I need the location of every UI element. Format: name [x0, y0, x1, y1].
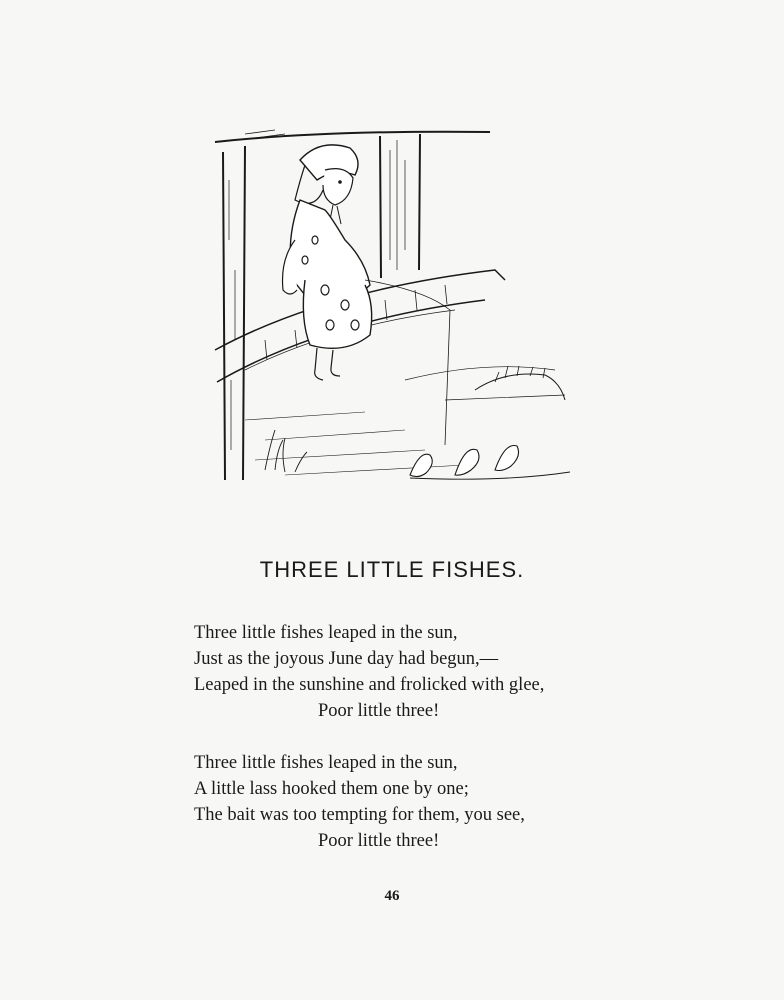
- poem-line: The bait was too tempting for them, you see,: [194, 805, 525, 825]
- stanza-1: [194, 620, 634, 724]
- poem-line: Leaped in the sunshine and frolicked with glee,: [194, 675, 545, 695]
- poem-line: Three little fishes leaped in the sun,: [194, 753, 458, 773]
- poem-refrain: Poor little three!: [318, 701, 440, 721]
- poem-refrain: Poor little three!: [318, 831, 440, 851]
- page-number: 46: [384, 888, 400, 904]
- poem-line: A little lass hooked them one by one;: [194, 779, 469, 799]
- stanza-2: [194, 750, 634, 854]
- poem-line: Three little fishes leaped in the sun,: [194, 623, 458, 643]
- poem-line: Just as the joyous June day had begun,—: [194, 649, 499, 669]
- girl-fishing-on-bridge-illustration: [205, 120, 580, 490]
- poem-title: THREE LITTLE FISHES.: [259, 557, 525, 582]
- poem-body: [194, 620, 634, 880]
